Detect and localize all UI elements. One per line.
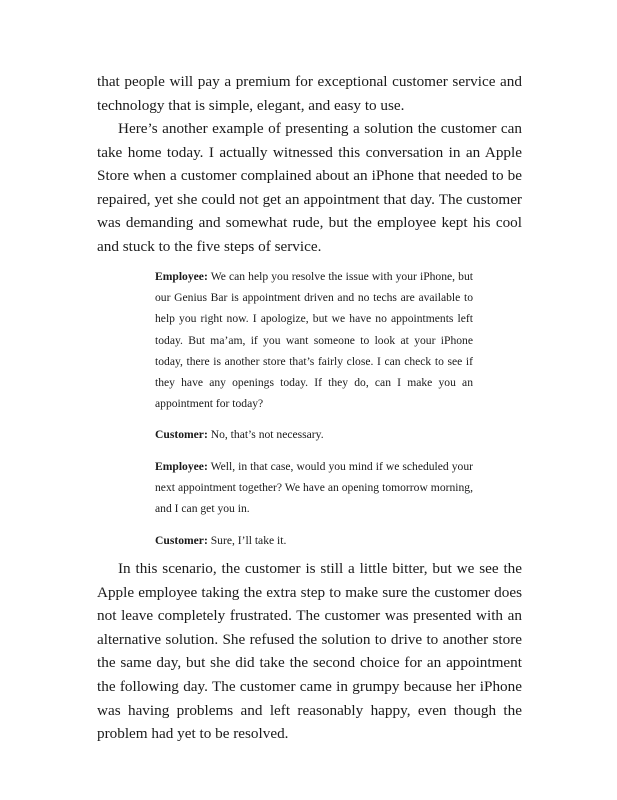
dialogue-line-customer-2	[155, 530, 473, 551]
paragraph-apple-store-example: Here’s another example of presenting a solution the customer can take home today. I actually witnessed this conversation in an Apple Store when a customer complained about an iPhone that needed to be repaired, yet she could not get an appointment that day. The customer was demanding and somewhat rude, but the employee kept his cool and stuck to the five steps of service.	[97, 120, 522, 255]
speaker-label-customer: Customer:	[155, 534, 208, 547]
paragraph-scenario-analysis: In this scenario, the customer is still a little bitter, but we see the Apple employee taking the extra step to make sure the customer does not leave completely frustrated. The customer was presented with an alternative solution. She refused the solution to drive to another store the same day, but she did take the second choice for an appointment the following day. The customer came in grumpy because her iPhone was having problems and left reasonably happy, even though the problem had yet to be resolved.	[97, 560, 522, 743]
dialogue-text: Sure, I’ll take it.	[207, 534, 287, 547]
dialogue-line-customer-1	[155, 424, 473, 445]
speaker-label-employee: Employee:	[155, 270, 208, 283]
dialogue-line-employee-2	[155, 456, 473, 520]
dialogue-text: No, that’s not necessary.	[207, 428, 324, 441]
dialogue-text: We can help you resolve the issue with your iPhone, but our Genius Bar is appointment driven and no techs are available to help you right now. I apologize, but we have no appointments left today. But ma’am, if you want someone to look at your iPhone today, there is another store that’s fairly close. I can check to see if they have any openings today. If they do, can I make you an appointment for today?	[155, 270, 473, 411]
dialogue-line-employee-1	[155, 266, 473, 414]
speaker-label-customer: Customer:	[155, 428, 208, 441]
speaker-label-employee: Employee:	[155, 460, 208, 473]
dialogue-text: Well, in that case, would you mind if we scheduled your next appointment together? We have an opening tomorrow morning, and I can get you in.	[155, 460, 473, 516]
paragraph-continuation: that people will pay a premium for exceptional customer service and technology that is simple, elegant, and easy to use.	[97, 73, 522, 114]
